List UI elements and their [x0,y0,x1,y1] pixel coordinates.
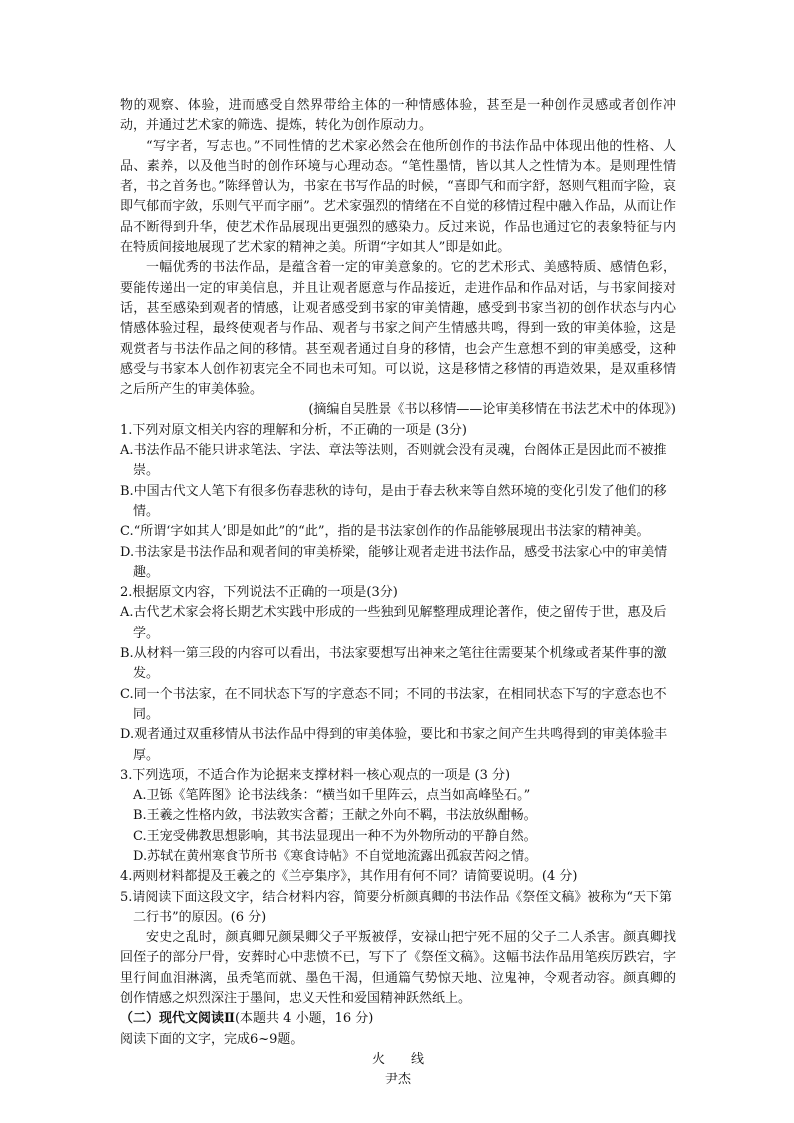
question-5-passage: 安史之乱时，颜真卿兄颜杲卿父子平叛被俘，安禄山把宁死不屈的父子二人杀害。颜真卿找回侄子的部分尸骨，安葬时心中悲愤不已，写下了《祭侄文稿》。这幅书法作品用笔疾厉跌宕，字里行间血泪淋漓，虽秃笔而就、墨色干渴，但通篇气势惊天地、泣鬼神，令观者动容。颜真卿的创作情感之炽烈深注于墨间，忠义天性和爱国精神跃然纸上。 [120,930,676,1007]
question-3-stem: 3.下列选项，不适合作为论据来支撑材料一核心观点的一项是 (3 分) [120,767,511,783]
story-author: 尹杰 [384,1072,411,1088]
passage-paragraph-2: “写字者，写志也。”不同性情的艺术家必然会在他所创作的书法作品中体现出他的性格、人品、素养，以及他当时的创作环境与心理动态。“笔性墨情，皆以其人之性情为本。是则理性情者，书之首务也。”陈绎曾认为，书家在书写作品的时候，“喜即气和而字舒，怒则气粗而字险，哀即气郁而字敛，乐则气平而字丽”。艺术家强烈的情绪在不自觉的移情过程中融入作品，从而让作品不断得到升华，使艺术作品展现出更强烈的感染力。反过来说，作品也通过它的表象特征与内在特质间接地展现了艺术家的精神之美。所谓“字如其人”即是如此。 [120,138,676,256]
question-3-option-c: C.王宠受佛教思想影响，其书法显现出一种不为外物所动的平静自然。 [133,828,537,844]
question-1-option-c: C.“所谓‘字如其人’即是如此”的“此”，指的是书法家创作的作品能够展现出书法家的精神美。 [120,524,650,540]
question-3-option-a: A.卫铄《笔阵图》论书法线条：“横当如千里阵云，点当如高峰坠石。” [133,788,531,804]
question-2-option-a: A.古代艺术家会将长期艺术实践中形成的一些独到见解整理成理论著作，使之留传于世，惠及后学。 [120,605,667,641]
section-heading-rest: (本题共 4 小题，16 分) [234,1011,374,1027]
question-1-stem: 1.下列对原文相关内容的理解和分析，不正确的一项是 (3分) [120,422,467,438]
question-1-option-b: B.中国古代文人笔下有很多伤春悲秋的诗句，是由于春去秋来等自然环境的变化引发了他们的移情。 [120,483,667,519]
question-2-option-c: C.同一个书法家，在不同状态下写的字意态不同；不同的书法家，在相同状态下写的字意态也不同。 [120,686,667,722]
story-title: 火 线 [371,1051,424,1067]
section-heading [120,1009,676,1029]
question-1-option-a: A.书法作品不能只讲求笔法、字法、章法等法则，否则就会没有灵魂，台阁体正是因此而不被推崇。 [120,443,667,479]
question-2-option-b: B.从材料一第三段的内容可以看出，书法家要想写出神来之笔往往需要某个机缘或者某件事的激发。 [120,646,667,682]
section-heading-bold: （二）现代文阅读Ⅱ [120,1011,235,1027]
question-2-stem: 2.根据原文内容，下列说法不正确的一项是(3分) [120,585,398,601]
question-2-option-d: D.观者通过双重移情从书法作品中得到的审美体验，要比和书家之间产生共鸣得到的审美体验丰厚。 [120,727,668,763]
question-3-option-b: B.王羲之性格内敛，书法敦实含蓄；王献之外向不羁，书法放纵酣畅。 [133,808,537,824]
question-3 [120,766,676,867]
question-5-stem: 5.请阅读下面这段文字，结合材料内容，简要分析颜真卿的书法作品《祭侄文稿》被称为“天下第二行书”的原因。(6 分) [120,889,673,925]
passage-paragraph-1: 物的观察、体验，进而感受自然界带给主体的一种情感体验，甚至是一种创作灵感或者创作冲动，并通过艺术家的筛选、提炼，转化为创作原动力。 [120,98,676,134]
section-instruction: 阅读下面的文字，完成6~9题。 [120,1031,304,1047]
question-3-option-d: D.苏轼在黄州寒食节所书《寒食诗帖》不自觉地流露出孤寂苦闷之情。 [133,848,538,864]
passage-paragraph-3: 一幅优秀的书法作品，是蕴含着一定的审美意象的。它的艺术形式、美感特质、感情色彩，要能传递出一定的审美信息，并且让观者愿意与作品接近，走进作品和作品对话，与书家间接对话，甚至感染到观者的情感，让观者感受到书家的审美情趣，感受到书家当初的创作状态与内心情感体验过程，最终使观者与作品、观者与书家之间产生情感共鸣，得到一致的审美体验，这是观赏者与书法作品之间的移情。甚至观者通过自身的移情，也会产生意想不到的审美感受，这种感受与书家本人创作初衷完全不同也未可知。可以说，这是移情之移情的再造效果，是双重移情之后所产生的审美体验。 [120,260,676,398]
question-1 [120,421,676,583]
source-citation: (摘编自吴胜景《书以移情——论审美移情在书法艺术中的体现》) [308,402,676,418]
question-2 [120,583,676,766]
exam-page [120,96,676,1091]
question-4-stem: 4.两则材料都提及王羲之的《兰亭集序》，其作用有何不同？请简要说明。(4 分) [120,869,578,885]
question-1-option-d: D.书法家是书法作品和观者间的审美桥梁，能够让观者走进书法作品，感受书法家心中的审美情趣。 [120,544,668,580]
